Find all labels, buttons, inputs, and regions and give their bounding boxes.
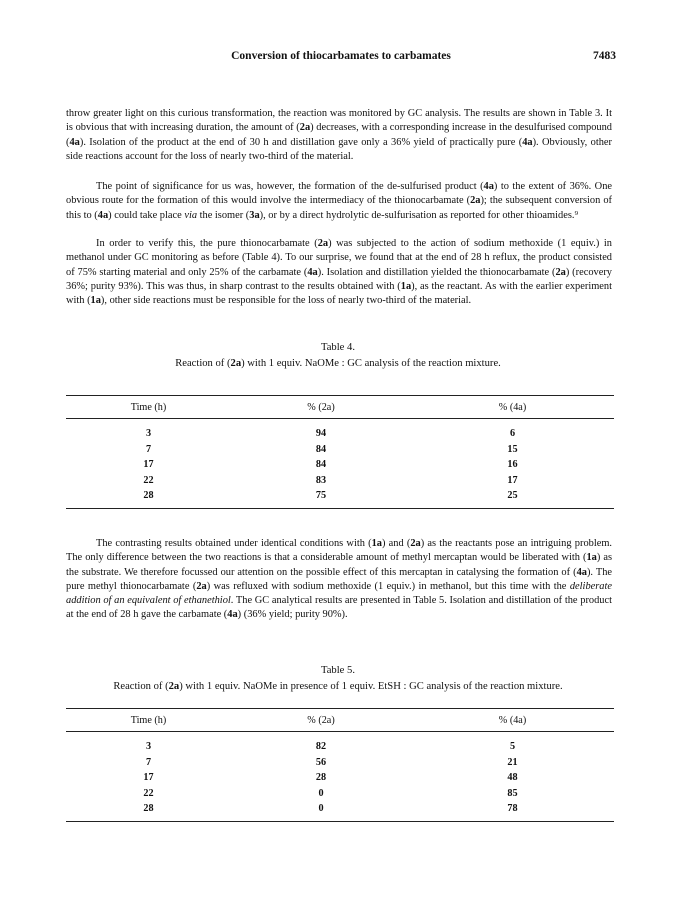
- table-cell: 17: [143, 772, 154, 784]
- running-title: Conversion of thiocarbamates to carbamates: [231, 50, 451, 62]
- table-cell: 84: [315, 459, 327, 471]
- table-cell: 17: [143, 459, 154, 471]
- table-cell: 22: [143, 474, 154, 486]
- table-cell: 3: [145, 741, 152, 753]
- table-row: [66, 457, 614, 473]
- table-row: [66, 473, 614, 489]
- table-cell: 85: [507, 787, 518, 799]
- table-row: [66, 419, 614, 442]
- table-cell: 78: [507, 803, 518, 815]
- table-4-label: Table 4.: [321, 342, 355, 353]
- table-cell: 5: [509, 741, 516, 753]
- table-cell: 75: [315, 490, 327, 502]
- page-number: 7483: [593, 50, 616, 62]
- table-row: [66, 786, 614, 802]
- table-cell: 28: [315, 772, 327, 784]
- paragraph-4: The contrasting results obtained under identical conditions with (1a) and (2a) as the reactants pose an intriguing problem. The only difference between the two reactions is that a considerable amount of methyl mercaptan would be liberated with (1a) as the substrate. We therefore focussed our attention on the possible effect of this mercaptan in catalysing the formation of (4a). The pure methyl thionocarbamate (2a) was refluxed with sodium methoxide (1 equiv.) in methanol, but this time with the deliberate addition of an equivalent of ethanethiol. The GC analytical results are presented in Table 5. Isolation and distillation of the product at the end of 28 h gave the carbamate (4a) (36% yield; purity 90%).: [66, 538, 613, 621]
- table-cell: 25: [507, 490, 518, 502]
- table-cell: 82: [315, 741, 327, 753]
- column-header: Time (h): [130, 714, 167, 726]
- paragraph-1: throw greater light on this curious transformation, the reaction was monitored by GC analysis. The results are shown in Table 3. It is obvious that with increasing duration, the amount of (2a) decreases, with a corresponding increase in the desulfurised compound (4a). Isolation of the product at the end of 30 h and distillation gave only a 36% yield of practically pure (4a). Obviously, other side reactions account for the loss of nearly two-third of the material.: [66, 108, 613, 162]
- table-cell: 94: [315, 428, 327, 440]
- table-row: [66, 488, 614, 508]
- table-cell: 7: [145, 756, 152, 768]
- table-cell: 0: [318, 787, 324, 799]
- table-cell: 28: [143, 490, 154, 502]
- table-5: [66, 708, 614, 822]
- table-cell: 16: [507, 459, 518, 471]
- table-cell: 21: [507, 756, 518, 768]
- column-header: % (4a): [498, 714, 527, 726]
- table-cell: 17: [507, 474, 518, 486]
- paragraph-2: The point of significance for us was, however, the formation of the de-sulfurised product (4a) to the extent of 36%. One obvious route for the formation of this would involve the intermediacy of the thionocarbamate (2a); the subsequent conversion of this to (4a) could take place via the isomer (3a), or by a direct hydrolytic de-sulfurisation as reported for other thioamides.⁹: [66, 181, 612, 221]
- table-row: [66, 442, 614, 458]
- running-header: [66, 50, 616, 66]
- table-cell: 83: [315, 474, 327, 486]
- column-header: % (2a): [307, 401, 335, 413]
- table-cell: 6: [509, 428, 516, 440]
- column-header: % (2a): [307, 714, 335, 726]
- table-row: [66, 732, 614, 755]
- column-header: % (4a): [498, 401, 527, 413]
- table-cell: 7: [145, 443, 152, 455]
- column-header: Time (h): [130, 401, 167, 413]
- table-5-caption: Reaction of (2a) with 1 equiv. NaOMe in presence of 1 equiv. EtSH : GC analysis of the reaction mixture.: [113, 681, 563, 692]
- table-header-row: [66, 396, 614, 419]
- table-cell: 15: [507, 443, 518, 455]
- table-cell: 48: [507, 772, 518, 784]
- table-cell: 3: [145, 428, 152, 440]
- table-header-row: [66, 709, 614, 732]
- table-cell: 56: [315, 756, 327, 768]
- table-4-caption: Reaction of (2a) with 1 equiv. NaOMe : GC analysis of the reaction mixture.: [175, 358, 501, 369]
- table-row: [66, 770, 614, 786]
- table-row: [66, 755, 614, 771]
- table-cell: 84: [315, 443, 327, 455]
- table-cell: 28: [143, 803, 154, 815]
- table-cell: 22: [143, 787, 154, 799]
- table-4: [66, 395, 614, 509]
- table-row: [66, 801, 614, 821]
- table-5-label: Table 5.: [321, 665, 355, 676]
- paragraph-3: In order to verify this, the pure thionocarbamate (2a) was subjected to the action of sodium methoxide (1 equiv.) in methanol under GC monitoring as before (Table 4). To our surprise, we found that at the end of 28 h reflux, the product consisted of 75% starting material and only 25% of the carbamate (4a). Isolation and distillation yielded the thionocarbamate (2a) (recovery 36%; purity 93%). This was thus, in sharp contrast to the results obtained with (1a), as the reactant. As with the earlier experiment with (1a), other side reactions must be responsible for the loss of nearly two-third of the material.: [66, 238, 613, 307]
- table-cell: 0: [318, 803, 324, 815]
